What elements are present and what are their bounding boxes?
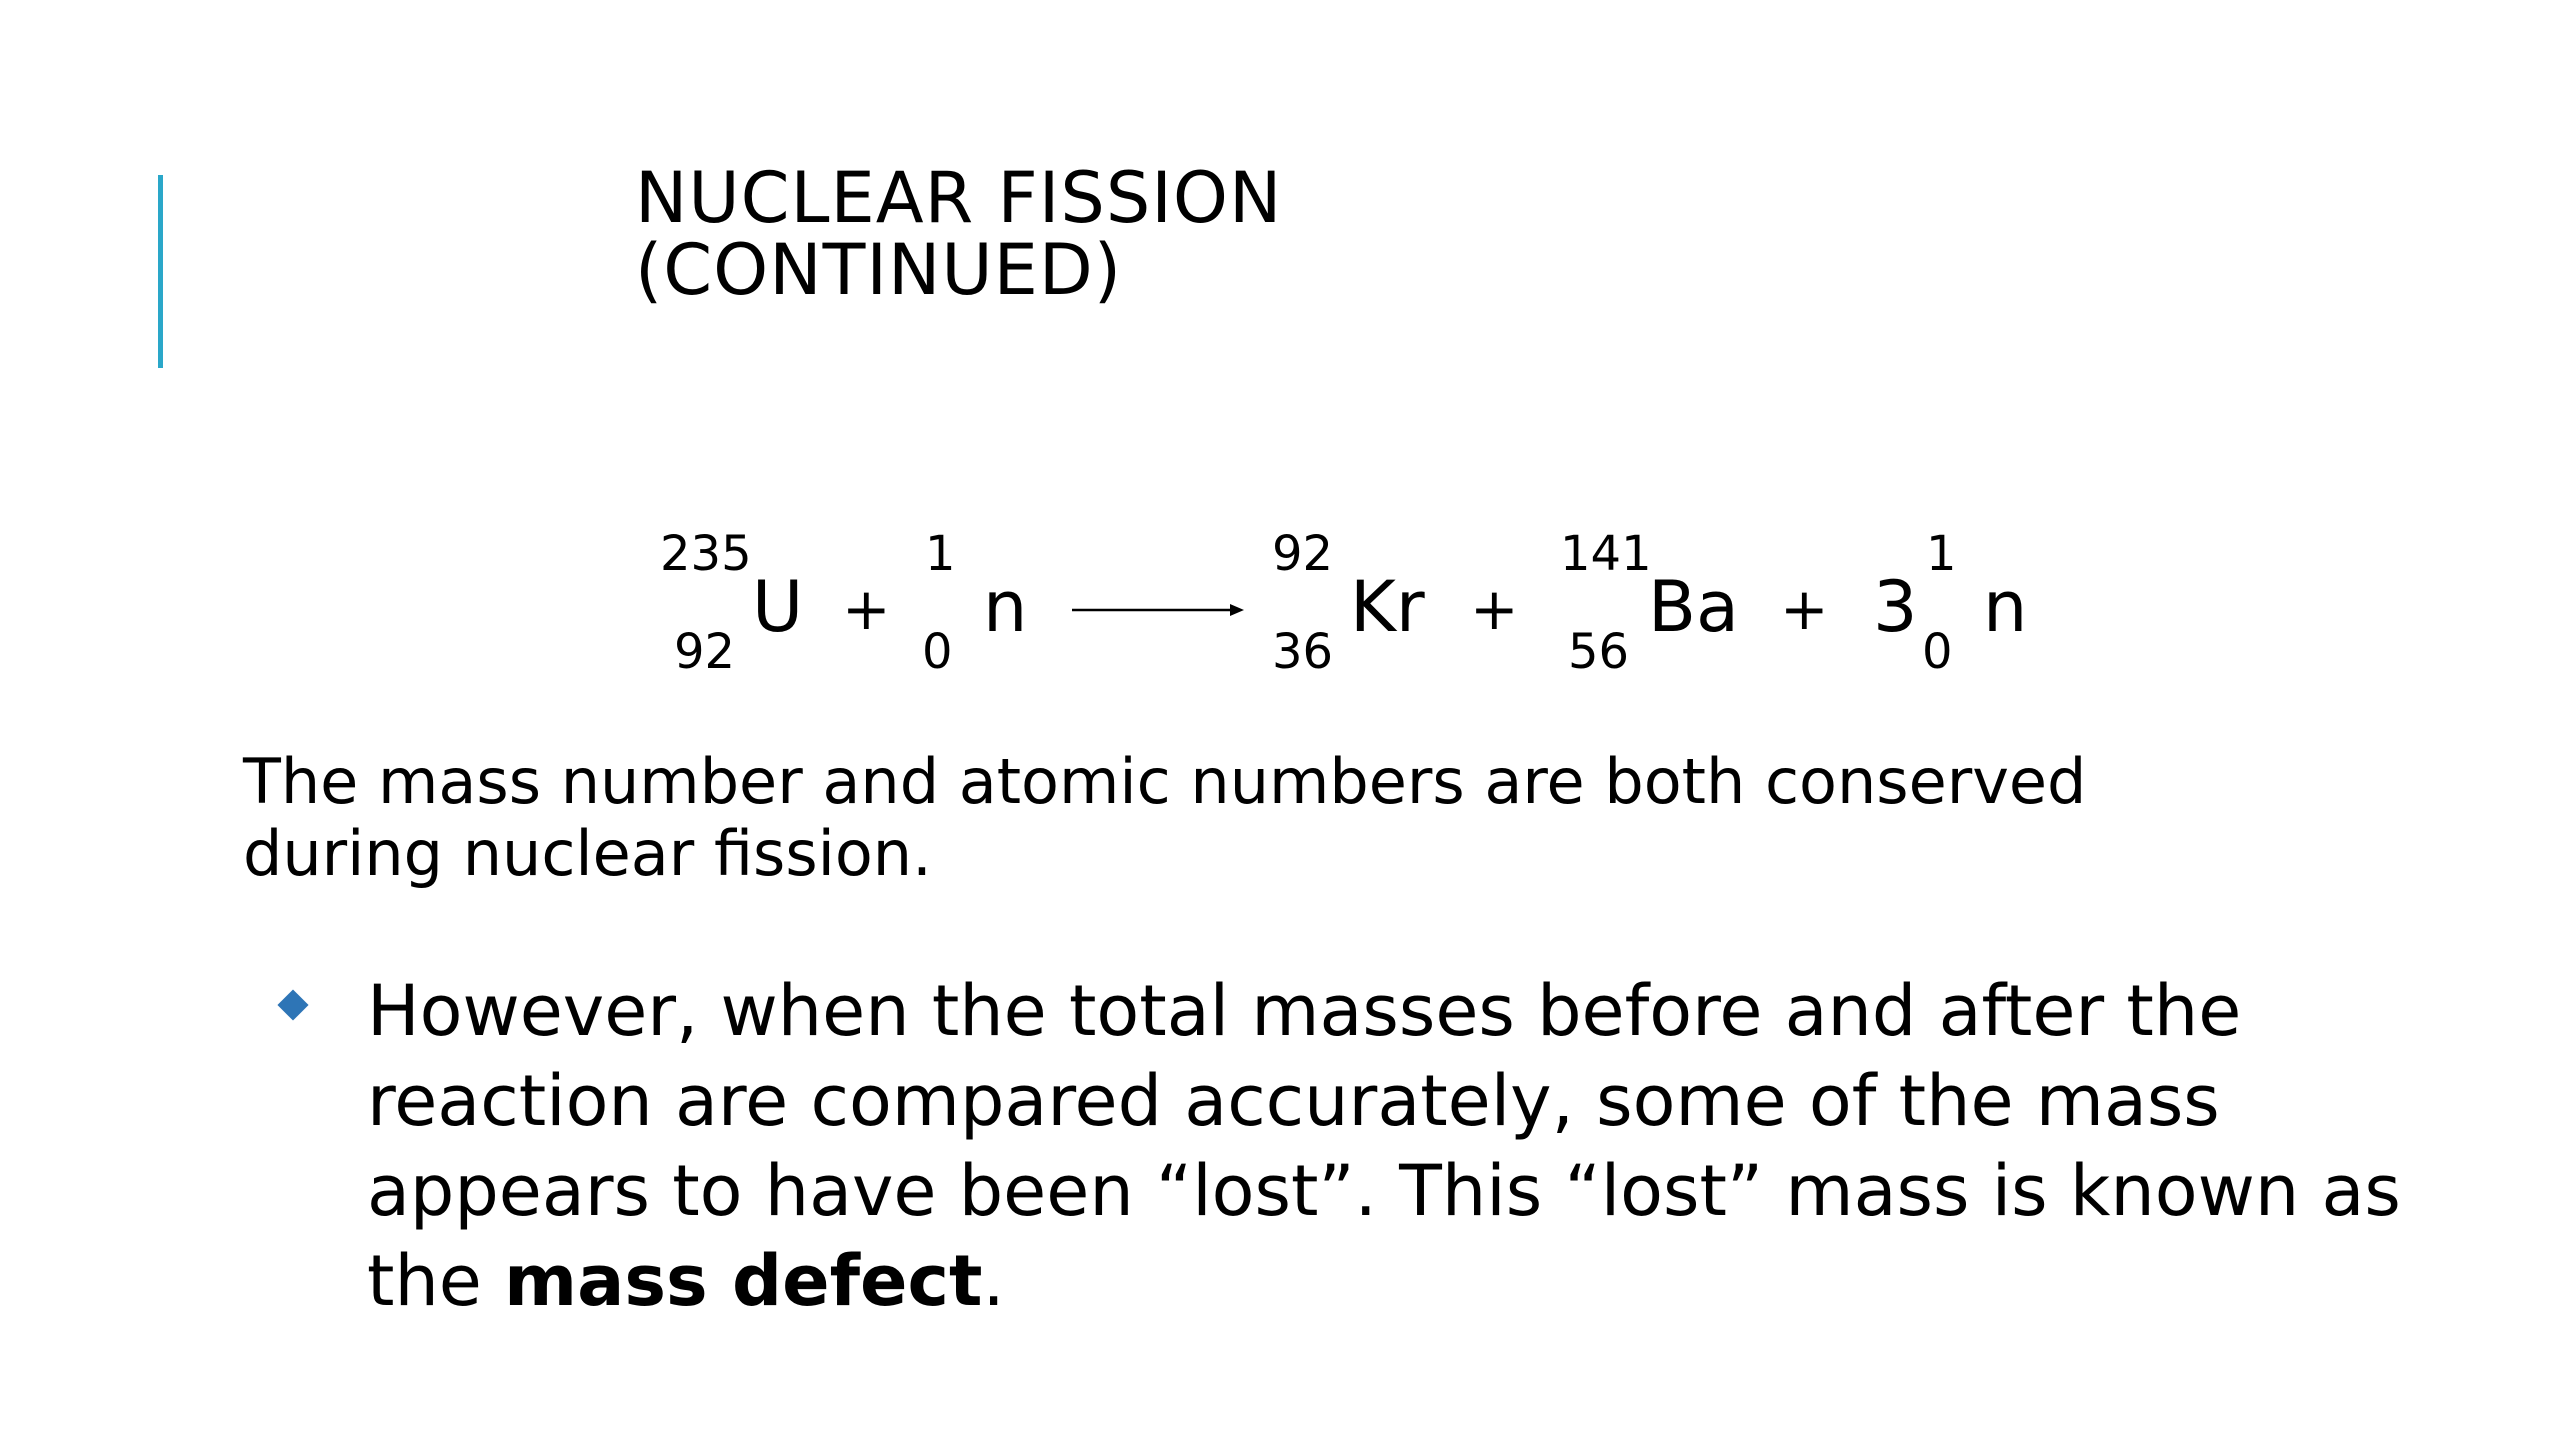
- krypton-atomic-number: 36: [1272, 624, 1334, 680]
- uranium-symbol: U: [752, 566, 804, 648]
- reaction-arrow-icon: [1072, 600, 1244, 620]
- neutron-out-symbol: n: [1983, 566, 2028, 648]
- bullet-text: [367, 966, 2407, 1326]
- title-line-1: NUCLEAR FISSION: [635, 157, 1283, 239]
- neutron-atomic-number: 0: [922, 624, 953, 680]
- uranium-atomic-number: 92: [674, 624, 736, 680]
- title-accent-bar: [158, 175, 163, 368]
- slide-title: [635, 157, 1283, 311]
- krypton-mass-number: 92: [1272, 526, 1334, 582]
- neutron-symbol: n: [983, 566, 1028, 648]
- krypton-symbol: Kr: [1350, 566, 1425, 648]
- barium-symbol: Ba: [1648, 566, 1739, 648]
- neutron-out-atomic-number: 0: [1922, 624, 1953, 680]
- conservation-note: The mass number and atomic numbers are both conserved during nuclear fission.: [243, 745, 2087, 890]
- plus-sign: +: [1780, 575, 1829, 643]
- uranium-mass-number: 235: [660, 526, 752, 582]
- title-line-2: (CONTINUED): [635, 229, 1123, 311]
- barium-mass-number: 141: [1560, 526, 1652, 582]
- plus-sign: +: [1470, 575, 1519, 643]
- barium-atomic-number: 56: [1568, 624, 1630, 680]
- neutron-mass-number: 1: [925, 526, 956, 582]
- diamond-bullet-icon: [277, 989, 308, 1020]
- plus-sign: +: [842, 575, 891, 643]
- mass-defect-term: mass defect: [504, 1240, 983, 1322]
- bullet-text-start: However, when the total masses before and after the reaction are compared accurately, some of the mass appears to have been “lost”. This “lost” mass is known as the: [367, 970, 2401, 1322]
- neutron-out-mass-number: 1: [1926, 526, 1957, 582]
- bullet-text-end: .: [982, 1240, 1005, 1322]
- neutron-coefficient: 3: [1873, 566, 1918, 648]
